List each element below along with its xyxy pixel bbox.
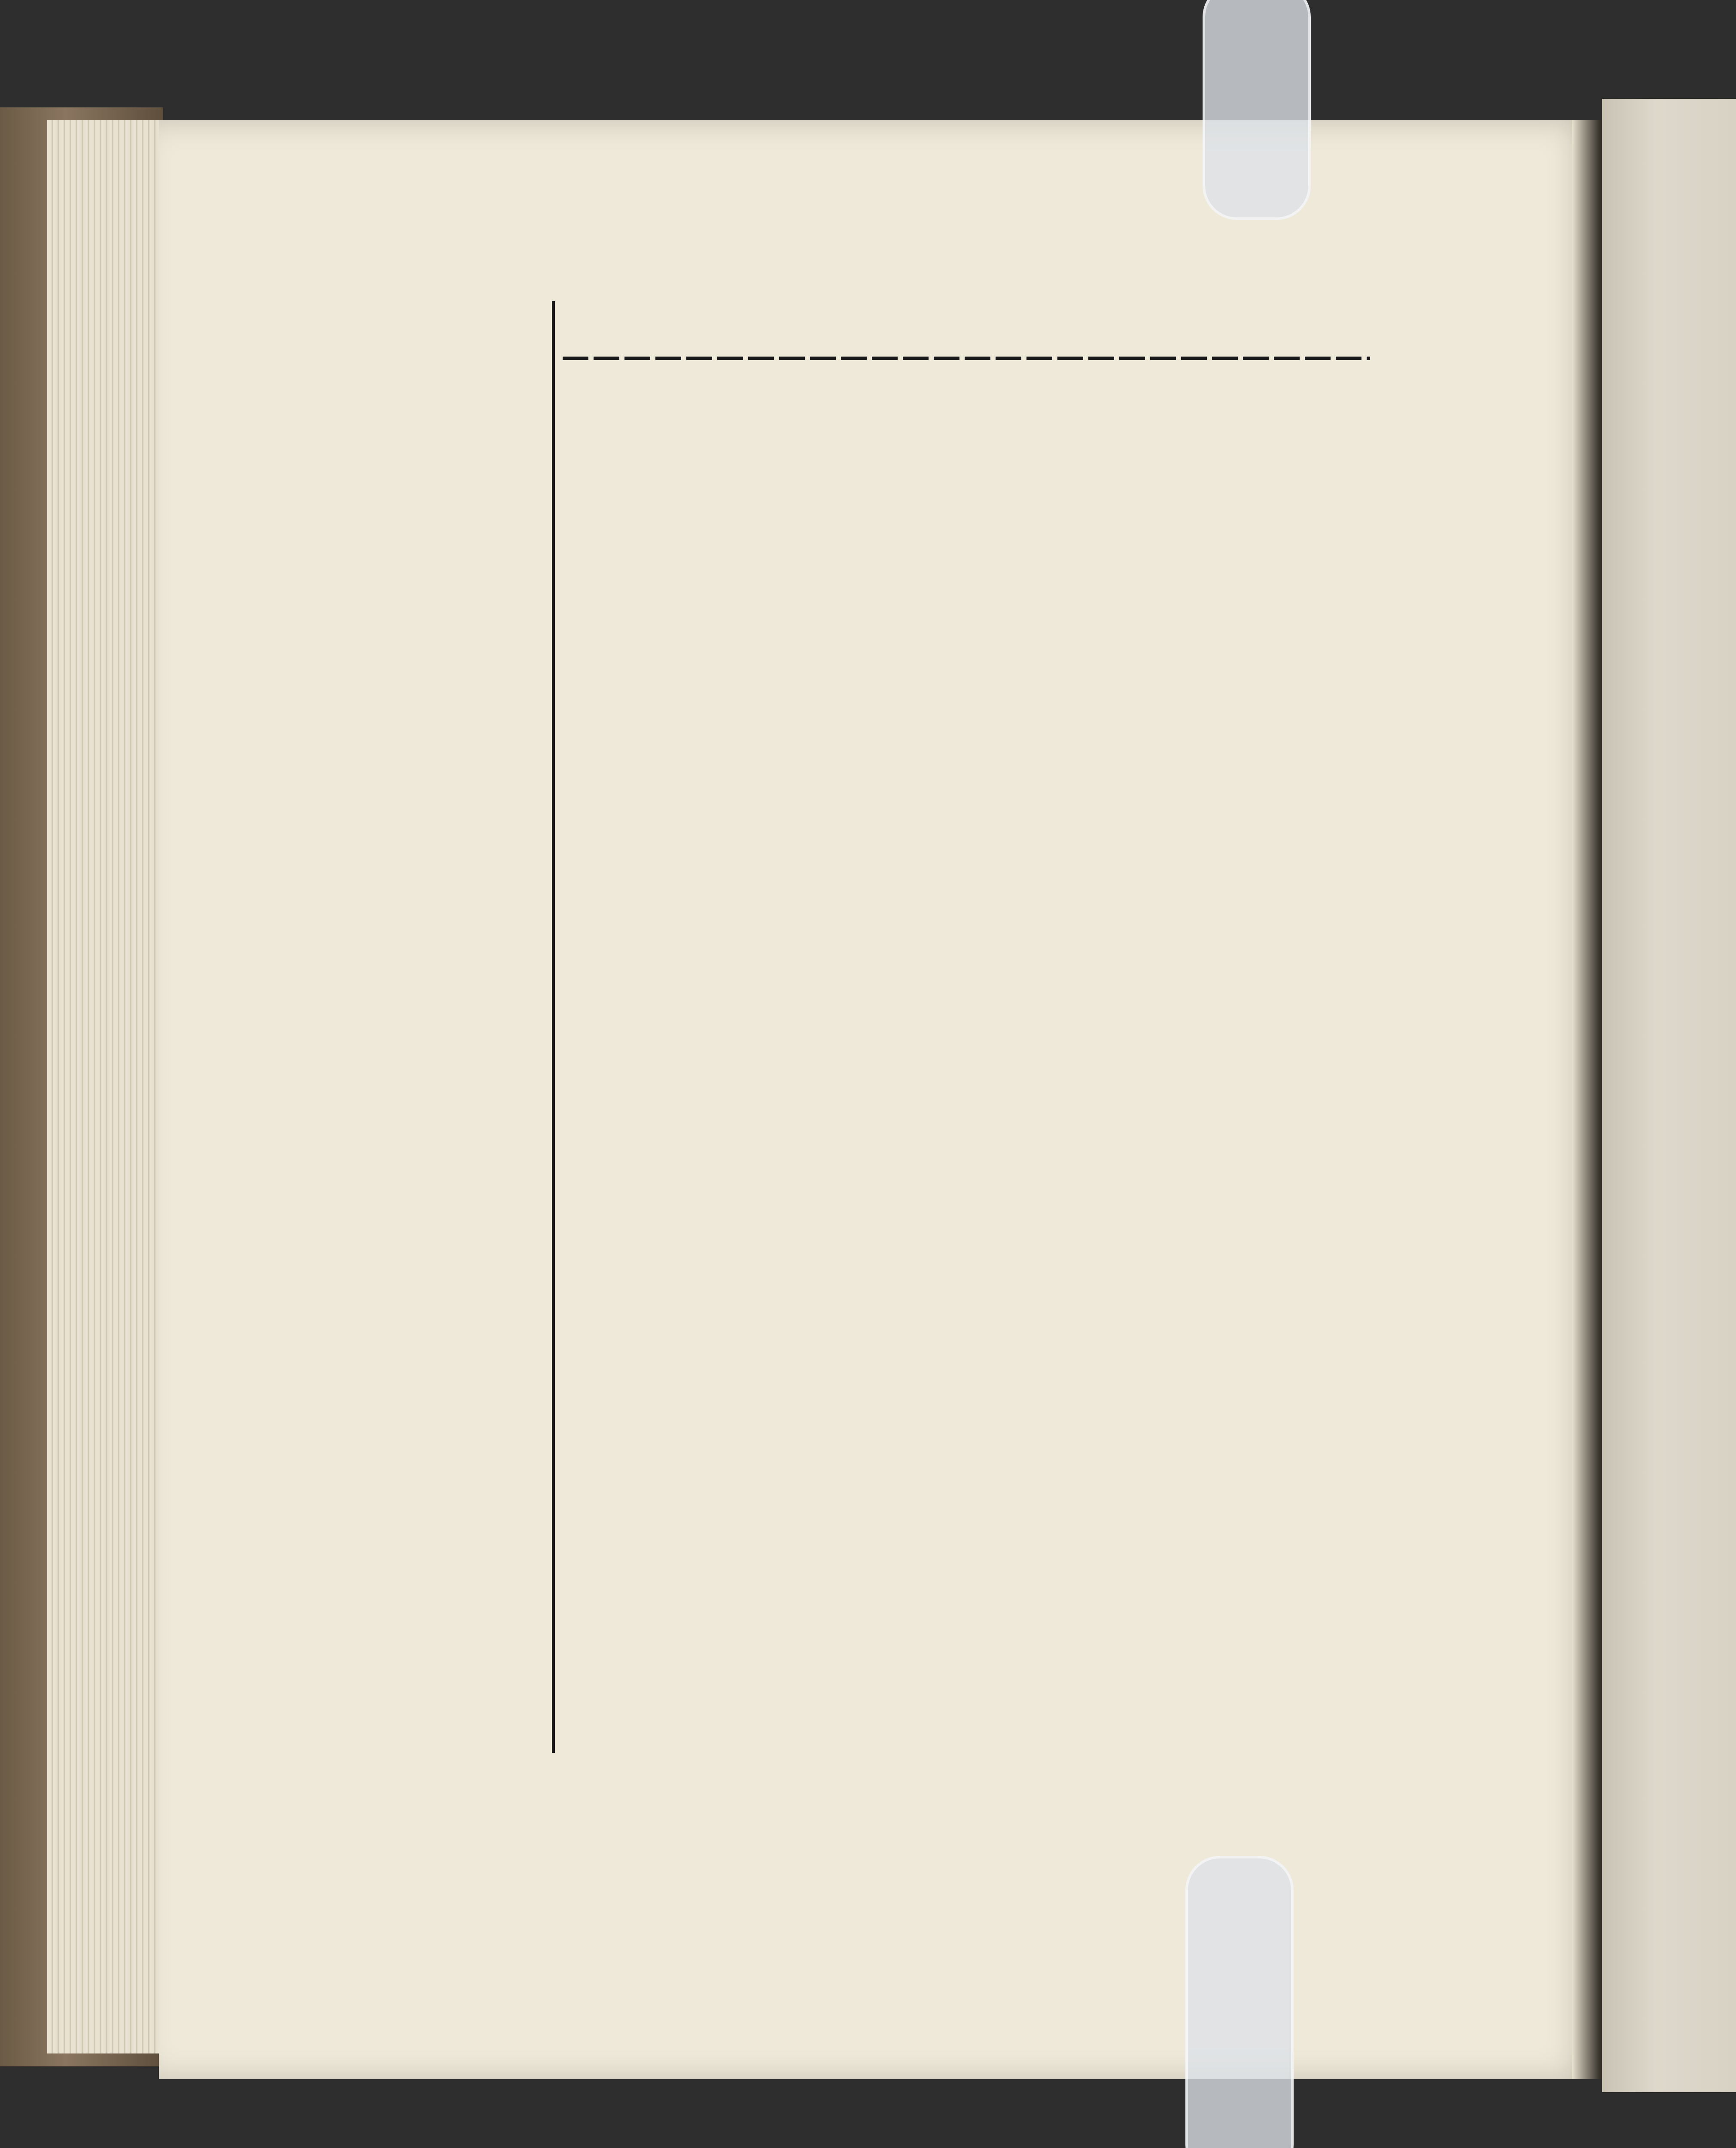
head-rule [563,357,1370,360]
ornament-border-right [1374,217,1456,1839]
clip-top [1203,0,1311,220]
page-edges [47,120,172,2053]
margin-rule [552,301,555,1753]
ornament-border-bottom [296,1753,1456,1839]
clip-bottom [1185,1856,1294,2148]
ornament-border-top [296,217,1456,299]
ornament-border-left [296,217,378,1839]
right-page-partial [1602,99,1736,2092]
